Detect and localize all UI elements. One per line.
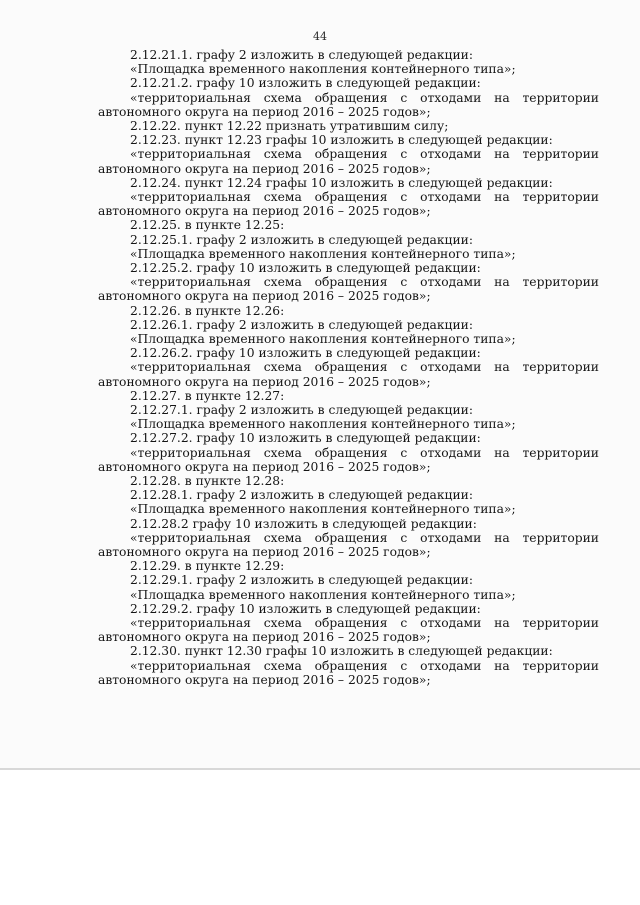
text-line: 2.12.25.1. графу 2 изложить в следующей редакции: <box>130 232 473 247</box>
text-line: автономного округа на период 2016 – 2025 годов»; <box>98 374 431 389</box>
text-line: «территориальная схема обращения с отходами на территории <box>130 190 599 204</box>
text-line: 2.12.26. в пункте 12.26: <box>130 303 285 318</box>
text-line: автономного округа на период 2016 – 2025 годов»; <box>98 204 431 219</box>
text-line: автономного округа на период 2016 – 2025 годов»; <box>98 104 431 119</box>
text-line: «Площадка временного накопления контейнерного типа»; <box>130 62 516 77</box>
text-line: 2.12.28. в пункте 12.28: <box>130 474 285 488</box>
text-line: 2.12.22. пункт 12.22 признать утратившим силу; <box>130 119 449 133</box>
text-line: «территориальная схема обращения с отходами на территории <box>130 658 599 673</box>
text-line: 2.12.25.2. графу 10 изложить в следующей редакции: <box>130 261 481 275</box>
text-line: 2.12.26.2. графу 10 изложить в следующей редакции: <box>130 346 481 361</box>
text-line: 2.12.30. пункт 12.30 графы 10 изложить в следующей редакции: <box>130 644 553 659</box>
text-line: 2.12.26.1. графу 2 изложить в следующей редакции: <box>130 317 473 332</box>
text-line: 2.12.28.2 графу 10 изложить в следующей редакции: <box>130 516 477 531</box>
text-line: автономного округа на период 2016 – 2025 годов»; <box>98 545 431 559</box>
text-line: автономного округа на период 2016 – 2025 годов»; <box>98 459 431 474</box>
page-number: 44 <box>313 30 327 43</box>
text-line: «территориальная схема обращения с отходами на территории <box>130 445 599 460</box>
text-line: «территориальная схема обращения с отходами на территории <box>130 360 599 375</box>
text-line: 2.12.28.1. графу 2 изложить в следующей редакции: <box>130 488 473 503</box>
text-line: «территориальная схема обращения с отходами на территории <box>130 275 599 290</box>
document-body <box>98 48 599 687</box>
text-line: «территориальная схема обращения с отходами на территории <box>130 616 599 631</box>
text-line: «Площадка временного накопления контейнерного типа»; <box>130 587 516 602</box>
text-line: 2.12.25. в пункте 12.25: <box>130 218 285 233</box>
text-line: автономного округа на период 2016 – 2025 годов»; <box>98 672 431 687</box>
text-line: 2.12.24. пункт 12.24 графы 10 изложить в следующей редакции: <box>130 175 553 190</box>
text-line: 2.12.27.1. графу 2 изложить в следующей редакции: <box>130 403 473 417</box>
text-line: 2.12.21.2. графу 10 изложить в следующей редакции: <box>130 76 481 91</box>
text-line: 2.12.27.2. графу 10 изложить в следующей редакции: <box>130 431 481 446</box>
text-line: автономного округа на период 2016 – 2025 годов»; <box>98 630 431 645</box>
text-line: 2.12.21.1. графу 2 изложить в следующей редакции: <box>130 48 473 62</box>
text-line: автономного округа на период 2016 – 2025 годов»; <box>98 161 431 176</box>
text-line: «Площадка временного накопления контейнерного типа»; <box>130 417 516 432</box>
text-line: «территориальная схема обращения с отходами на территории <box>130 147 599 162</box>
text-line: 2.12.27. в пункте 12.27: <box>130 388 285 403</box>
text-line: «Площадка временного накопления контейнерного типа»; <box>130 246 516 261</box>
text-line: «Площадка временного накопления контейнерного типа»; <box>130 332 516 346</box>
text-line: 2.12.29. в пункте 12.29: <box>130 559 285 574</box>
text-line: автономного округа на период 2016 – 2025 годов»; <box>98 289 431 304</box>
text-line: «Площадка временного накопления контейнерного типа»; <box>130 502 516 517</box>
text-line: 2.12.29.2. графу 10 изложить в следующей редакции: <box>130 601 481 616</box>
text-line: 2.12.23. пункт 12.23 графы 10 изложить в следующей редакции: <box>130 133 553 148</box>
text-line: «территориальная схема обращения с отходами на территории <box>130 530 599 545</box>
text-line: 2.12.29.1. графу 2 изложить в следующей редакции: <box>130 573 473 588</box>
text-line: «территориальная схема обращения с отходами на территории <box>130 90 599 105</box>
